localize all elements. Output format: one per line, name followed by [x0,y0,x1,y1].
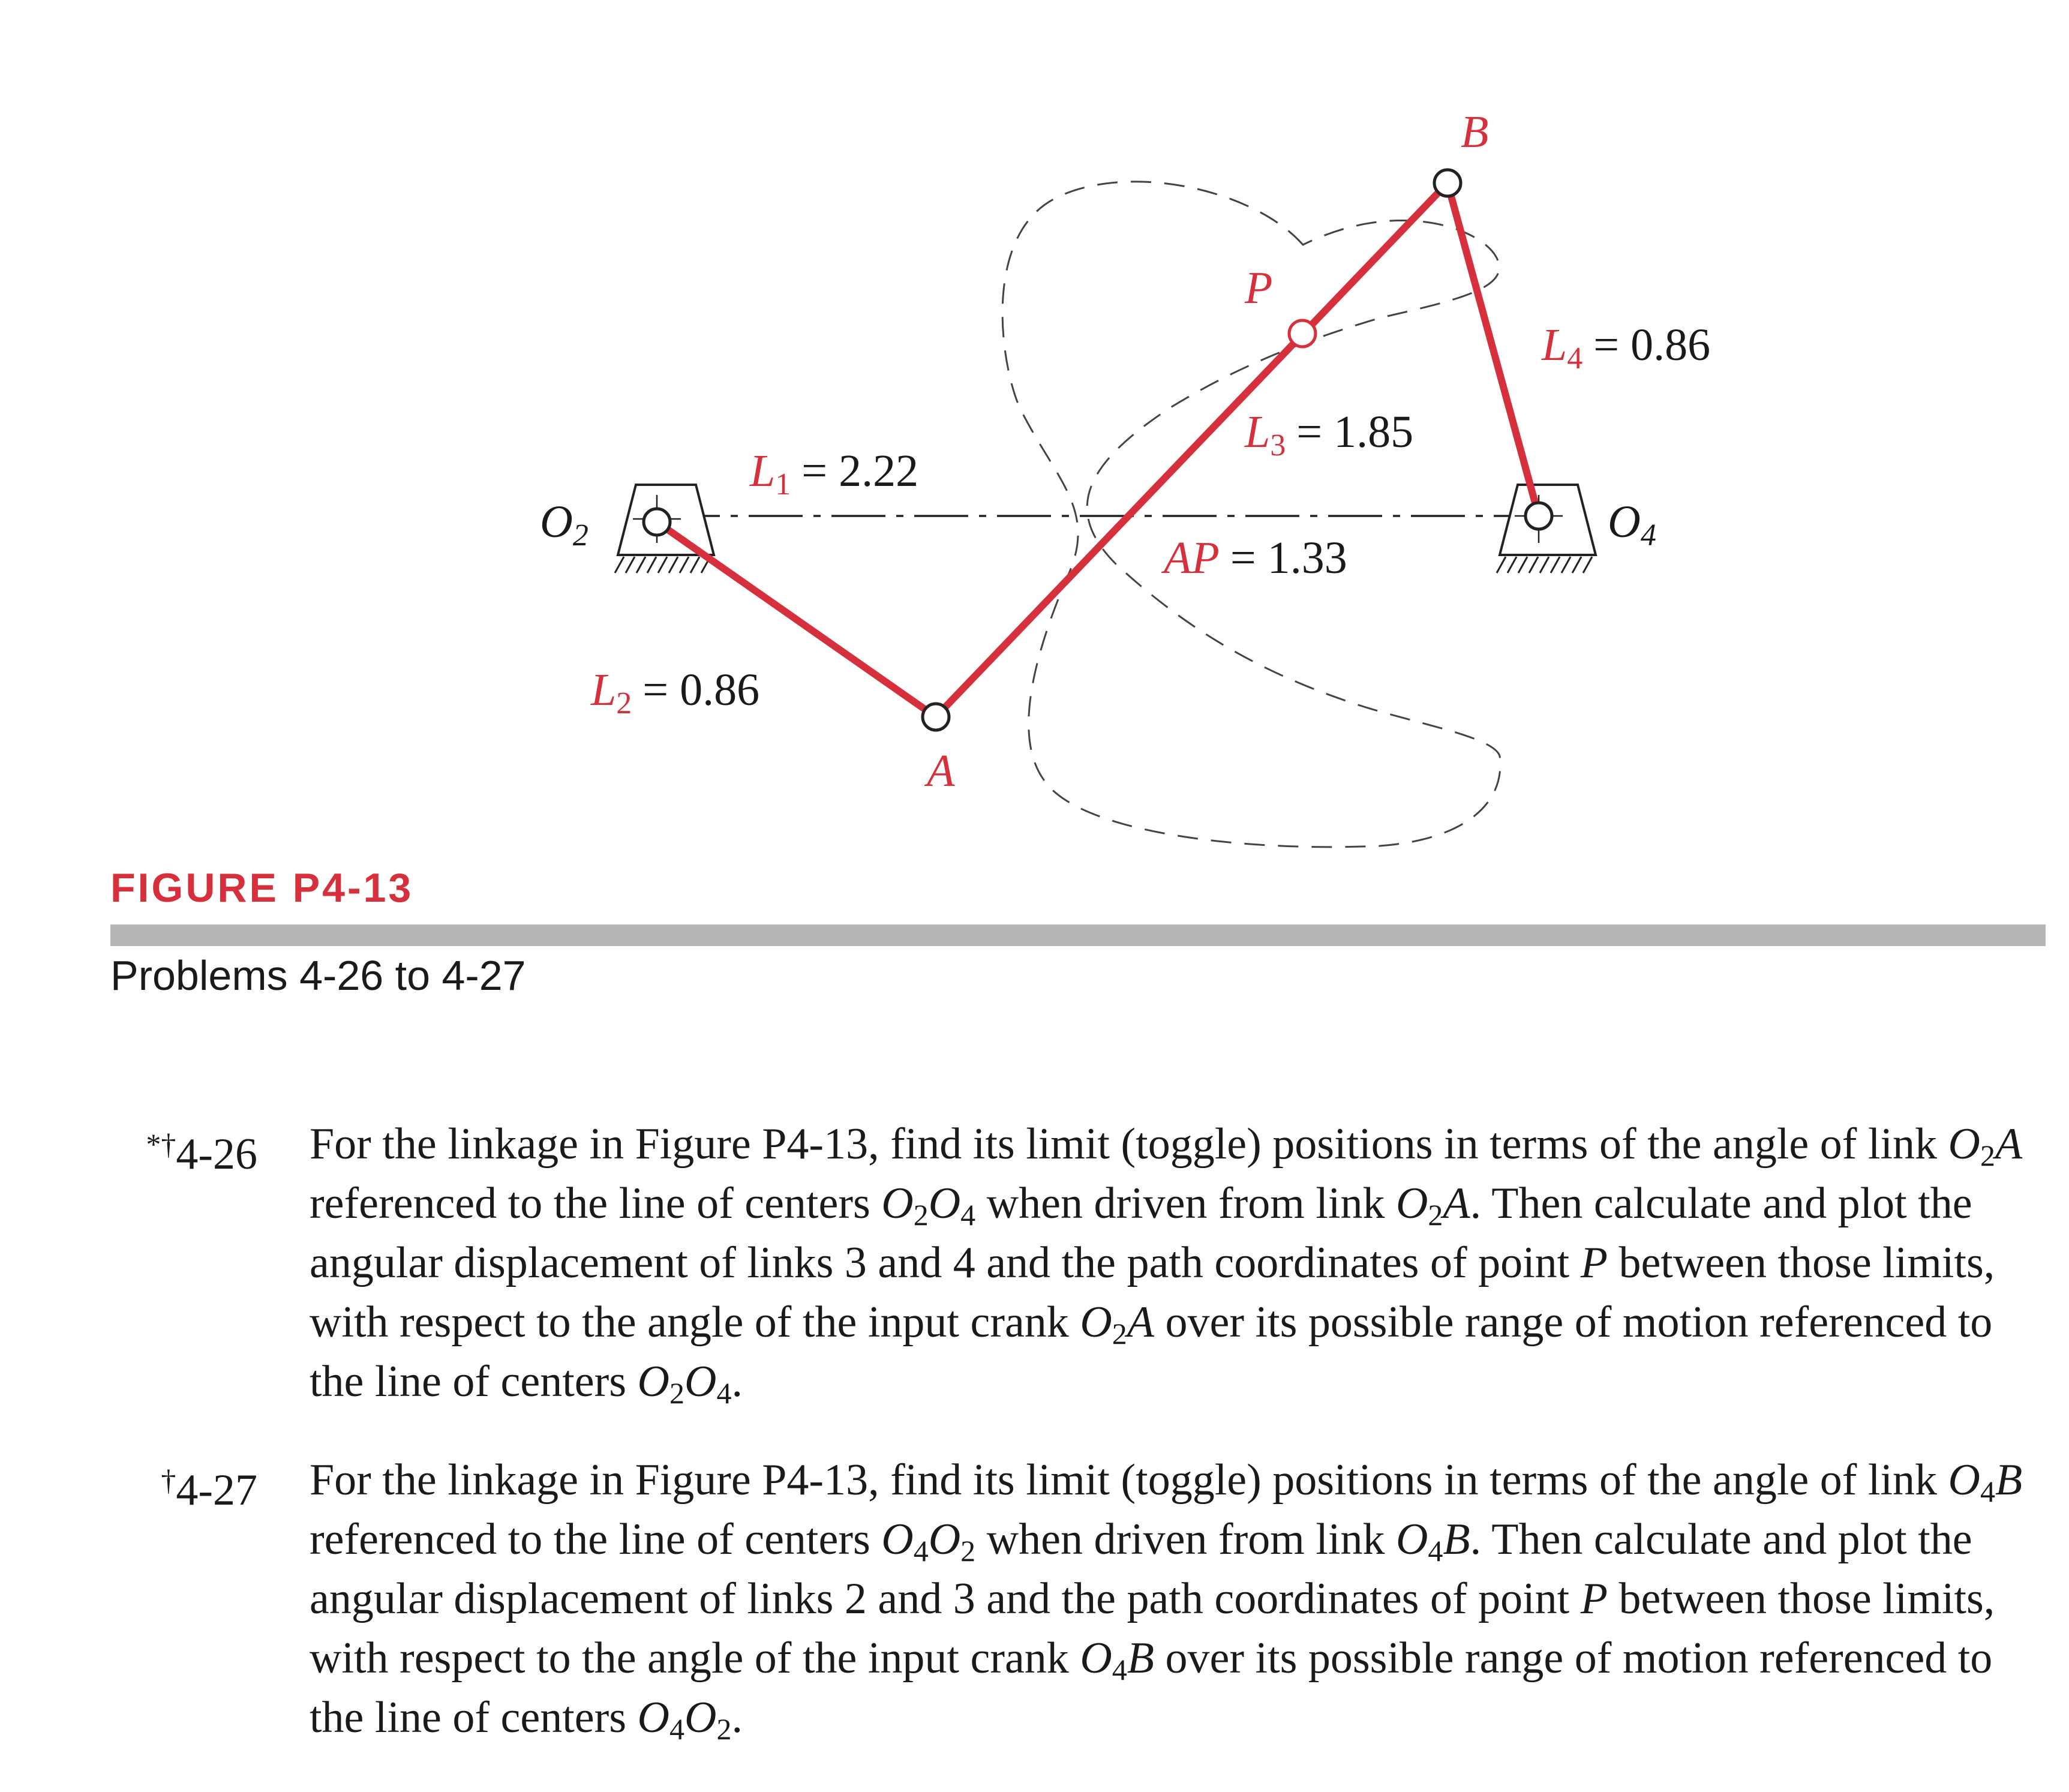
label-p: P [1245,263,1273,313]
problem-text: For the linkage in Figure P4-13, find its limit (toggle) positions in terms of the angle of link $O_2A$ referenced to the line of centers $O_2O_4$ when driven from link $O_2A$. Then calculate and plot the angular displacement of links 3 and 4 and the path coordinates of point P between those limits, with respect to the angle of the input crank $O_2A$ over its possible range of motion referenced to the line of centers $O_2O_4$. [310,1119,2023,1410]
label-l3: L3 = 1.85 [1245,407,1414,463]
figure-subtitle: Problems 4-26 to 4-27 [110,952,526,999]
label-ap: AP = 1.33 [1164,533,1347,583]
problem-number: †4-27 [161,1463,257,1515]
label-l1: L1 = 2.22 [750,446,919,502]
joint-o4 [1526,503,1552,529]
problem-text: For the linkage in Figure P4-13, find its limit (toggle) positions in terms of the angle of link $O_4B$ referenced to the line of centers $O_4O_2$ when driven from link $O_4B$. Then calculate and plot the angular displacement of links 2 and 3 and the path coordinates of point P between those limits, with respect to the angle of the input crank $O_4B$ over its possible range of motion referenced to the line of centers $O_4O_2$. [310,1455,2023,1746]
label-o2: O2 [540,497,588,553]
ground-pivot-o4 [1497,485,1596,573]
figure-caption [110,865,414,911]
linkage-figure [0,0,2069,864]
label-o4: O4 [1608,497,1656,553]
label-b: B [1461,107,1489,157]
joint-b [1434,170,1461,196]
link-4-rocker [1448,183,1539,516]
joint-p [1289,320,1316,347]
label-a: A [927,746,955,796]
label-l2: L2 = 0.86 [591,665,760,721]
label-l4: L4 = 0.86 [1542,320,1711,376]
joint-a [923,704,949,730]
caption-rule [110,924,2046,946]
problem-number: *†4-26 [146,1127,257,1179]
figure-title: FIGURE P4-13 [110,865,414,911]
joint-o2 [644,509,670,535]
